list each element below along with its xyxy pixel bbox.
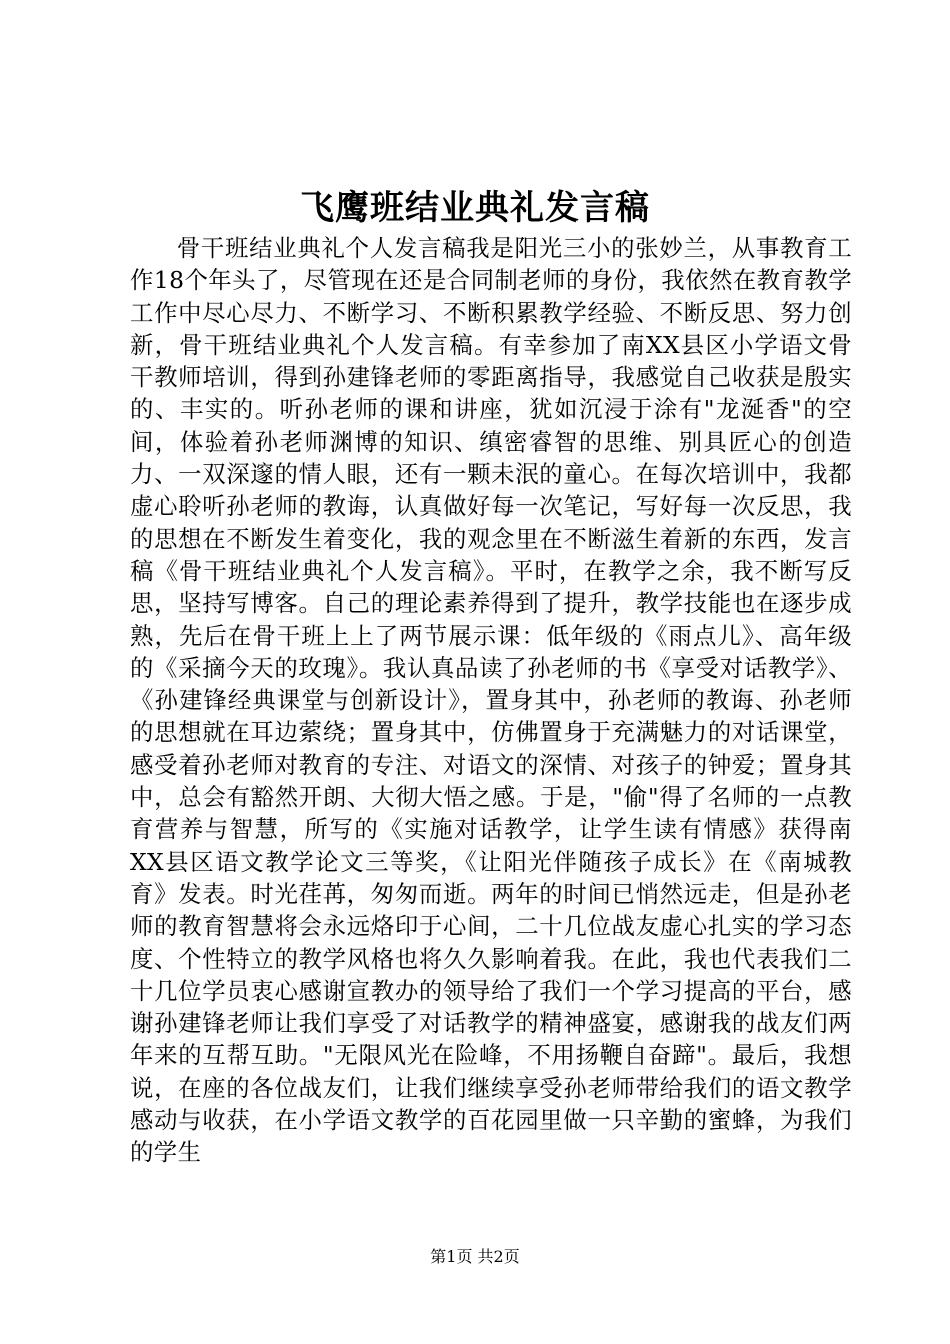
document-body-paragraph: 骨干班结业典礼个人发言稿我是阳光三小的张妙兰，从事教育工作18个年头了，尽管现在还是合同制老师的身份，我依然在教育教学工作中尽心尽力、不断学习、不断积累教学经验、不断反思、努力创新，骨干班结业典礼个人发言稿。有幸参加了南XX县区小学语文骨干教师培训，得到孙建锋老师的零距离指导，我感觉自己收获是殷实的、丰实的。听孙老师的课和讲座，犹如沉浸于涂有"龙涎香"的空间，体验着孙老师渊博的知识、缜密睿智的思维、别具匠心的创造力、一双深邃的情人眼，还有一颗未泯的童心。在每次培训中，我都虚心聆听孙老师的教诲，认真做好每一次笔记，写好每一次反思，我的思想在不断发生着变化，我的观念里在不断滋生着新的东西，发言稿《骨干班结业典礼个人发言稿》。平时，在教学之余，我不断写反思，坚持写博客。自己的理论素养得到了提升，教学技能也在逐步成熟，先后在骨干班上上了两节展示课：低年级的《雨点儿》、高年级的《采摘今天的玫瑰》。我认真品读了孙老师的书《享受对话教学》、《孙建锋经典课堂与创新设计》，置身其中，孙老师的教诲、孙老师的思想就在耳边萦绕；置身其中，仿佛置身于充满魅力的对话课堂，感受着孙老师对教育的专注、对语文的深情、对孩子的钟爱；置身其中，总会有豁然开朗、大彻大悟之感。于是，"偷"得了名师的一点教育营养与智慧，所写的《实施对话教学，让学生读有情感》获得南XX县区语文教学论文三等奖，《让阳光伴随孩子成长》在《南城教育》发表。时光荏苒，匆匆而逝。两年的时间已悄然远走，但是孙老师的教育智慧将会永远烙印于心间，二十几位战友虚心扎实的学习态度、个性特立的教学风格也将久久影响着我。在此，我也代表我们二十几位学员衷心感谢宣教办的领导给了我们一个学习提高的平台，感谢孙建锋老师让我们享受了对话教学的精神盛宴，感谢我的战友们两年来的互帮互助。"无限风光在险峰，不用扬鞭自奋蹄"。最后，我想说，在座的各位战友们，让我们继续享受孙老师带给我们的语文教学感动与收获，在小学语文教学的百花园里做一只辛勤的蜜蜂，为我们的学生 <box>130 234 852 1167</box>
document-title: 飞鹰班结业典礼发言稿 <box>300 188 650 228</box>
page-number-footer: 第1页 共2页 <box>430 1247 520 1266</box>
